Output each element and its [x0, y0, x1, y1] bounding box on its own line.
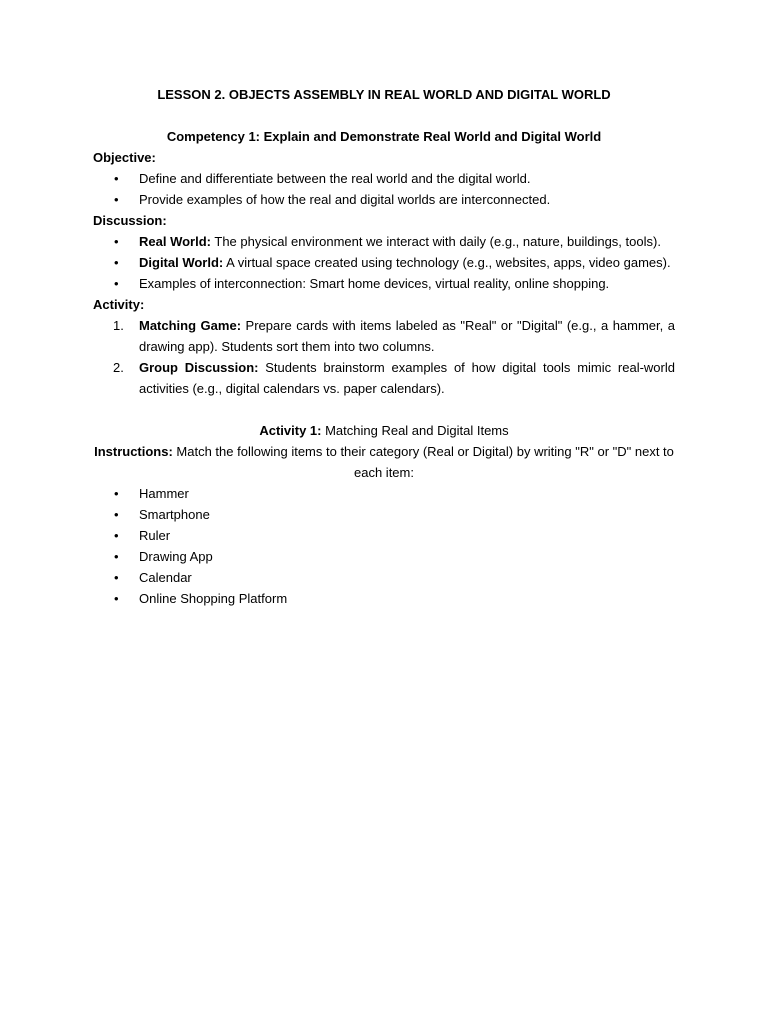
- list-item: [93, 252, 675, 273]
- discussion-item-label: Digital World:: [139, 255, 224, 270]
- activity-list: [93, 315, 675, 399]
- activity1-title: Matching Real and Digital Items: [321, 423, 509, 438]
- activity-item-text: Students brainstorm examples of how digital tools mimic real-world activities (e.g., digital calendars vs. paper calendars).: [139, 360, 675, 396]
- bullet-icon: •: [114, 234, 119, 249]
- discussion-item-text: The physical environment we interact with daily (e.g., nature, buildings, tools).: [211, 234, 661, 249]
- bullet-icon: •: [114, 276, 119, 291]
- matching-item-text: Ruler: [139, 528, 171, 543]
- instructions-text: Match the following items to their category (Real or Digital) by writing "R" or "D" next to each item:: [172, 444, 674, 480]
- document-page: [93, 84, 675, 609]
- discussion-item-label: Real World:: [139, 234, 211, 249]
- list-item: [93, 588, 675, 609]
- bullet-icon: •: [114, 507, 119, 522]
- activity-item-label: Group Discussion:: [139, 360, 259, 375]
- matching-items-list: [93, 483, 675, 609]
- bullet-icon: •: [114, 528, 119, 543]
- objective-item-text: Define and differentiate between the real world and the digital world.: [139, 171, 531, 186]
- list-item: [93, 273, 675, 294]
- matching-item-text: Online Shopping Platform: [139, 591, 288, 606]
- spacer: [93, 105, 675, 126]
- bullet-icon: •: [114, 192, 119, 207]
- bullet-icon: •: [114, 549, 119, 564]
- bullet-icon: •: [114, 486, 119, 501]
- list-item: [93, 231, 675, 252]
- activity-item-text: Prepare cards with items labeled as "Real" or "Digital" (e.g., a hammer, a drawing app). Students sort them into two columns.: [139, 318, 675, 354]
- objective-item-text: Provide examples of how the real and digital worlds are interconnected.: [139, 192, 551, 207]
- list-item: [93, 168, 675, 189]
- activity1-label: Activity 1:: [259, 423, 322, 438]
- activity1-heading: [93, 420, 675, 441]
- bullet-icon: •: [114, 570, 119, 585]
- matching-item-text: Drawing App: [139, 549, 213, 564]
- item-number: 1.: [113, 318, 124, 333]
- bullet-icon: •: [114, 255, 119, 270]
- list-item: [93, 546, 675, 567]
- list-item: [93, 483, 675, 504]
- discussion-heading: Discussion:: [93, 213, 167, 228]
- discussion-item-text: Examples of interconnection: Smart home devices, virtual reality, online shopping.: [139, 276, 610, 291]
- matching-item-text: Hammer: [139, 486, 189, 501]
- bullet-icon: •: [114, 171, 119, 186]
- list-item: [93, 189, 675, 210]
- lesson-title: LESSON 2. OBJECTS ASSEMBLY IN REAL WORLD AND DIGITAL WORLD: [157, 87, 611, 102]
- spacer: [93, 399, 675, 420]
- list-item: [93, 357, 675, 399]
- instructions-label: Instructions:: [94, 444, 173, 459]
- list-item: [93, 567, 675, 588]
- discussion-item-text: A virtual space created using technology (e.g., websites, apps, video games).: [223, 255, 671, 270]
- instructions-paragraph: [93, 441, 675, 483]
- matching-item-text: Calendar: [139, 570, 192, 585]
- list-item: [93, 504, 675, 525]
- competency-heading: Competency 1: Explain and Demonstrate Real World and Digital World: [166, 129, 602, 144]
- item-number: 2.: [113, 360, 124, 375]
- activity-heading: Activity:: [93, 297, 145, 312]
- matching-item-text: Smartphone: [139, 507, 210, 522]
- discussion-list: [93, 231, 675, 294]
- bullet-icon: •: [114, 591, 119, 606]
- activity-item-label: Matching Game:: [139, 318, 242, 333]
- objective-list: [93, 168, 675, 210]
- list-item: [93, 525, 675, 546]
- list-item: [93, 315, 675, 357]
- objective-heading: Objective:: [93, 150, 156, 165]
